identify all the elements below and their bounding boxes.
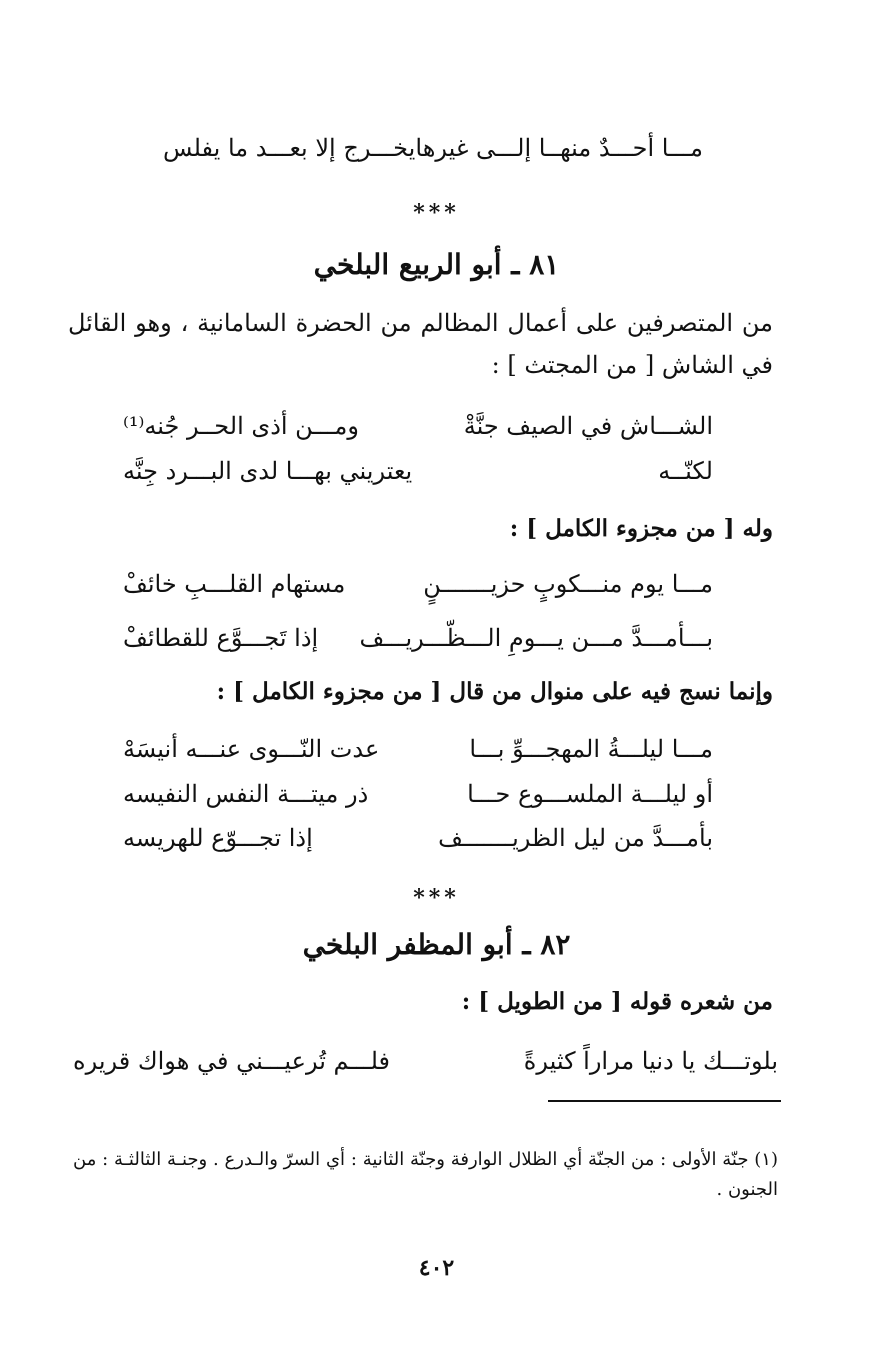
hemistich-first: مـــا أحـــدٌ منهــا إلـــى غيرها <box>415 134 703 162</box>
section-82-title: ٨٢ ـ أبو المظفر البلخي <box>302 928 571 961</box>
hemistich-second: عدت النّـــوى عنـــه أنيسَهْ <box>123 735 380 763</box>
verse-81-1 <box>123 410 713 442</box>
meter-note-3: وإنما نسج فيه على منوال من قال [ من مجزوء الكامل ] : <box>216 678 773 705</box>
section-81-intro: من المتصرفين على أعمال المظالم من الحضرة السامانية ، وهو القائل في الشاش [ من المجتث ] : <box>68 309 773 379</box>
hemistich-second: فلـــم تُرعيـــني في هواك قريره <box>73 1047 391 1075</box>
hemistich-first: لكنّــه <box>658 457 713 485</box>
hemistich-second: إذا تَجـــوَّع للقطائفْ <box>123 624 319 652</box>
verse-81-6 <box>123 778 713 810</box>
verse-81-3 <box>123 568 713 600</box>
separator-stars: *** <box>413 200 460 226</box>
verse-81-5 <box>123 733 713 765</box>
page-number: ٤٠٢ <box>418 1255 455 1281</box>
verse-82-1 <box>73 1045 778 1077</box>
hemistich-second: مستهام القلـــبِ خائفْ <box>123 570 346 598</box>
verse-81-7 <box>123 822 713 854</box>
hemistich-second: يخـــرج إلا بعـــد ما يفلس <box>163 134 416 162</box>
meter-note-2: وله [ من مجزوء الكامل ] : <box>509 515 773 542</box>
hemistich-first: أو ليلـــة الملســـوع حـــا <box>467 780 713 808</box>
hemistich-first: مـــا يوم منـــكوبٍ حزيـــــــنٍ <box>423 570 713 598</box>
footnote: (١) جنّة الأولى : من الجنّة أي الظلال الوارفة وجنّة الثانية : أي السرّ والـدرع . وجنـة الثالثـة : من الجنون . <box>73 1149 778 1200</box>
hemistich-second: ومـــن أذى الحــر جُنه⁽¹⁾ <box>123 412 359 440</box>
hemistich-first: الشـــاش في الصيف جنَّةْ <box>463 412 713 440</box>
hemistich-first: بأمـــدَّ من ليل الظريـــــــف <box>438 824 713 852</box>
verse-81-2 <box>123 455 713 487</box>
section-81-title: ٨١ ـ أبو الربيع البلخي <box>313 248 560 281</box>
hemistich-second: إذا تجـــوّع للهريسه <box>123 824 313 852</box>
hemistich-first: مـــا ليلـــةُ المهجـــوِّ بـــا <box>469 735 713 763</box>
hemistich-second: ذر ميتـــة النفس النفيسه <box>123 780 369 808</box>
hemistich-second: يعتريني بهـــا لدى البـــرد جِنَّه <box>123 457 413 485</box>
verse-top <box>163 132 703 164</box>
hemistich-first: بلوتـــك يا دنيا مراراً كثيرةً <box>523 1047 778 1075</box>
hemistich-first: بـــأمـــدَّ مـــن يـــومِ الـــظّـــريـــف <box>359 624 713 652</box>
separator-stars: *** <box>413 885 460 911</box>
footnote-rule <box>548 1100 781 1102</box>
section-82-intro: من شعره قوله [ من الطويل ] : <box>461 988 773 1015</box>
verse-81-4 <box>123 622 713 654</box>
